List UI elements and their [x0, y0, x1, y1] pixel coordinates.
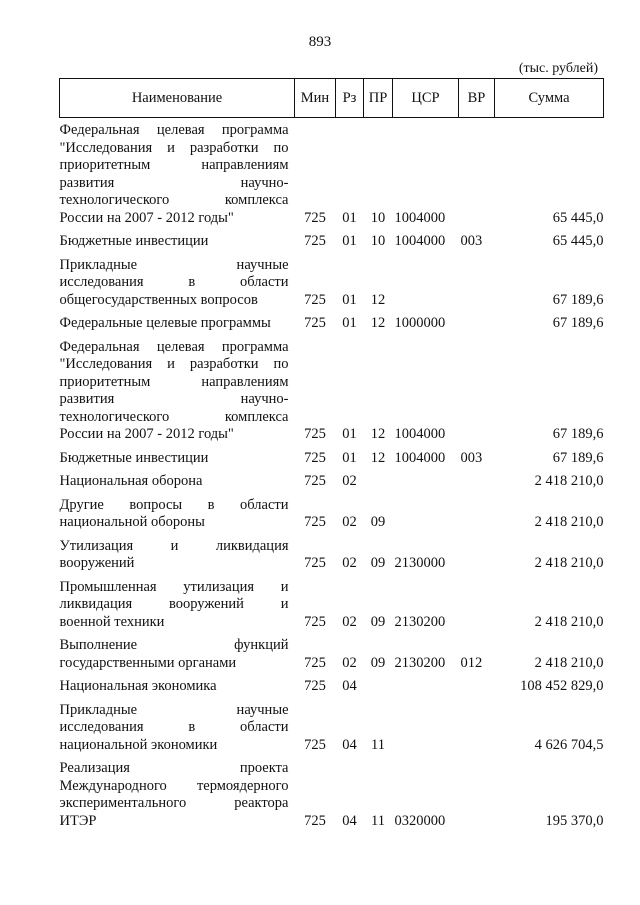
row-min: 725: [304, 426, 326, 442]
row-csr: 1004000: [394, 449, 446, 466]
row-sum: 4 626 704,5: [534, 736, 604, 753]
table-row: [60, 637, 604, 678]
row-name-line: Федеральная целевая программа: [59, 338, 289, 355]
row-min: 725: [304, 315, 326, 331]
row-name-line: России на 2007 - 2012 годы": [59, 209, 234, 226]
row-name-line: Федеральная целевая программа: [59, 122, 289, 138]
row-min: 725: [304, 514, 326, 530]
row-sum: 67 189,6: [552, 291, 604, 308]
row-name-line: технологического комплекса: [59, 192, 289, 208]
row-name-line: Национальная экономика: [59, 678, 217, 694]
table-row: [60, 315, 604, 339]
row-name-line: военной техники: [59, 613, 165, 630]
table-row: [60, 473, 604, 497]
header-sum: Сумма: [495, 79, 604, 118]
table-row: [60, 339, 604, 450]
row-sum: 2 418 210,0: [534, 555, 604, 571]
row-name-line: "Исследования и разработки по: [59, 139, 289, 156]
table-row: [60, 118, 604, 234]
row-name-line: национальной экономики: [59, 736, 218, 753]
row-csr: 2130200: [394, 654, 446, 671]
row-rz: 01: [342, 315, 357, 331]
row-name: [60, 315, 295, 339]
row-name-line: Бюджетные инвестиции: [59, 449, 209, 466]
row-rz: 02: [342, 473, 357, 489]
row-rz: 01: [342, 233, 357, 249]
row-vr: [459, 118, 495, 234]
row-min: 725: [304, 291, 326, 308]
table-row: [60, 760, 604, 836]
row-vr: [459, 579, 495, 638]
row-name-line: Прикладные научные: [59, 701, 289, 718]
units-label: (тыс. рублей): [518, 61, 598, 76]
row-csr: [393, 497, 459, 538]
row-name-line: России на 2007 - 2012 годы": [59, 426, 234, 442]
row-vr: 003: [460, 233, 483, 249]
row-pr: 10: [370, 233, 386, 249]
row-name: [60, 760, 295, 836]
row-name-line: Прикладные научные: [59, 256, 289, 273]
row-vr: [459, 315, 495, 339]
header-min: Мин: [295, 79, 336, 118]
row-sum: 67 189,6: [552, 449, 604, 466]
row-name-line: Другие вопросы в области: [59, 496, 289, 513]
row-rz: 02: [342, 654, 357, 671]
table-header-row: [60, 79, 604, 118]
row-min: 725: [304, 233, 326, 249]
row-sum: 65 445,0: [552, 233, 604, 249]
row-name-line: Выполнение функций: [59, 637, 289, 653]
table-row: [60, 678, 604, 702]
row-name-line: технологического комплекса: [59, 408, 289, 425]
header-vr: ВР: [459, 79, 495, 118]
row-rz: 04: [342, 736, 357, 753]
row-name-line: ИТЭР: [59, 812, 97, 829]
row-name-line: исследования в области: [59, 274, 289, 290]
row-vr: 003: [460, 449, 483, 466]
budget-table: [59, 78, 604, 836]
row-csr: 1004000: [394, 426, 446, 442]
row-pr: [364, 678, 393, 702]
row-min: 725: [304, 678, 326, 694]
table-row: [60, 257, 604, 316]
row-min: 725: [304, 209, 326, 226]
row-name-line: общегосударственных вопросов: [59, 291, 258, 308]
header-name: Наименование: [60, 79, 295, 118]
row-pr: 09: [370, 514, 386, 530]
row-name-line: экспериментального реактора: [59, 795, 289, 811]
row-rz: 01: [342, 209, 357, 226]
row-name-line: Федеральные целевые программы: [59, 315, 271, 331]
row-rz: 02: [342, 613, 357, 630]
row-name-line: развития научно-: [59, 391, 289, 407]
row-pr: 12: [370, 315, 386, 331]
row-name-line: вооружений: [59, 555, 135, 571]
row-name-line: государственными органами: [59, 654, 237, 671]
row-name-line: исследования в области: [59, 719, 289, 735]
row-vr: [459, 473, 495, 497]
row-sum: 195 370,0: [545, 812, 604, 829]
table-row: [60, 450, 604, 474]
row-name: [60, 233, 295, 257]
row-name: [60, 118, 295, 234]
row-sum: 2 418 210,0: [534, 514, 604, 530]
row-sum: 65 445,0: [552, 209, 604, 226]
row-csr: 1000000: [394, 315, 446, 331]
row-vr: [459, 257, 495, 316]
row-vr: [459, 760, 495, 836]
row-name: [60, 257, 295, 316]
row-name: [60, 637, 295, 678]
row-rz: 01: [342, 291, 357, 308]
row-name: [60, 538, 295, 579]
row-min: 725: [304, 555, 326, 571]
row-name-line: ликвидация вооружений и: [59, 596, 289, 612]
row-pr: [364, 473, 393, 497]
row-csr: [393, 257, 459, 316]
row-name: [60, 702, 295, 761]
row-pr: 11: [371, 736, 385, 753]
table-row: [60, 579, 604, 638]
row-rz: 01: [342, 449, 357, 466]
row-sum: 67 189,6: [552, 315, 604, 331]
row-csr: 2130200: [394, 613, 446, 630]
row-sum: 2 418 210,0: [534, 613, 604, 630]
row-vr: 012: [460, 654, 483, 671]
row-name-line: "Исследования и разработки по: [59, 356, 289, 372]
row-rz: 04: [342, 678, 357, 694]
row-min: 725: [304, 473, 326, 489]
row-name: [60, 473, 295, 497]
row-min: 725: [304, 654, 326, 671]
row-name-line: национальной обороны: [59, 514, 205, 530]
row-name-line: Утилизация и ликвидация: [59, 537, 289, 554]
row-csr: 1004000: [394, 233, 446, 249]
row-min: 725: [304, 736, 326, 753]
page-number: 893: [308, 34, 332, 50]
row-csr: [393, 473, 459, 497]
row-sum: 67 189,6: [552, 426, 604, 442]
row-name-line: развития научно-: [59, 174, 289, 191]
row-vr: [459, 497, 495, 538]
row-sum: 2 418 210,0: [534, 473, 604, 489]
row-name-line: Международного термоядерного: [59, 777, 289, 794]
table-row: [60, 702, 604, 761]
row-name-line: Реализация проекта: [59, 760, 289, 776]
header-csr: ЦСР: [393, 79, 459, 118]
row-name: [60, 579, 295, 638]
row-vr: [459, 702, 495, 761]
row-csr: 2130000: [394, 555, 446, 571]
row-rz: 04: [342, 812, 357, 829]
row-name-line: Промышленная утилизация и: [59, 578, 289, 595]
row-rz: 02: [342, 514, 357, 530]
table-body: [60, 118, 604, 837]
row-rz: 02: [342, 555, 357, 571]
row-min: 725: [304, 613, 326, 630]
row-pr: 11: [371, 812, 385, 829]
row-csr: 1004000: [394, 209, 446, 226]
row-pr: 09: [370, 613, 386, 630]
table-row: [60, 497, 604, 538]
row-vr: [459, 678, 495, 702]
row-name: [60, 678, 295, 702]
row-pr: 12: [370, 426, 386, 442]
row-min: 725: [304, 812, 326, 829]
row-name-line: приоритетным направлениям: [59, 157, 289, 173]
row-csr: [393, 702, 459, 761]
row-pr: 09: [370, 555, 386, 571]
row-name: [60, 450, 295, 474]
row-name-line: Национальная оборона: [59, 473, 203, 489]
row-csr: 0320000: [394, 812, 446, 829]
row-name: [60, 339, 295, 450]
row-pr: 12: [370, 291, 386, 308]
row-pr: 10: [370, 209, 386, 226]
header-pr: ПР: [364, 79, 393, 118]
row-name-line: приоритетным направлениям: [59, 373, 289, 390]
row-rz: 01: [342, 426, 357, 442]
row-vr: [459, 538, 495, 579]
row-name-line: Бюджетные инвестиции: [59, 233, 209, 249]
row-csr: [393, 678, 459, 702]
row-vr: [459, 339, 495, 450]
row-sum: 108 452 829,0: [520, 678, 604, 694]
row-sum: 2 418 210,0: [534, 654, 604, 671]
header-rz: Рз: [336, 79, 364, 118]
table-row: [60, 233, 604, 257]
row-pr: 09: [370, 654, 386, 671]
row-min: 725: [304, 449, 326, 466]
row-pr: 12: [370, 449, 386, 466]
row-name: [60, 497, 295, 538]
table-row: [60, 538, 604, 579]
